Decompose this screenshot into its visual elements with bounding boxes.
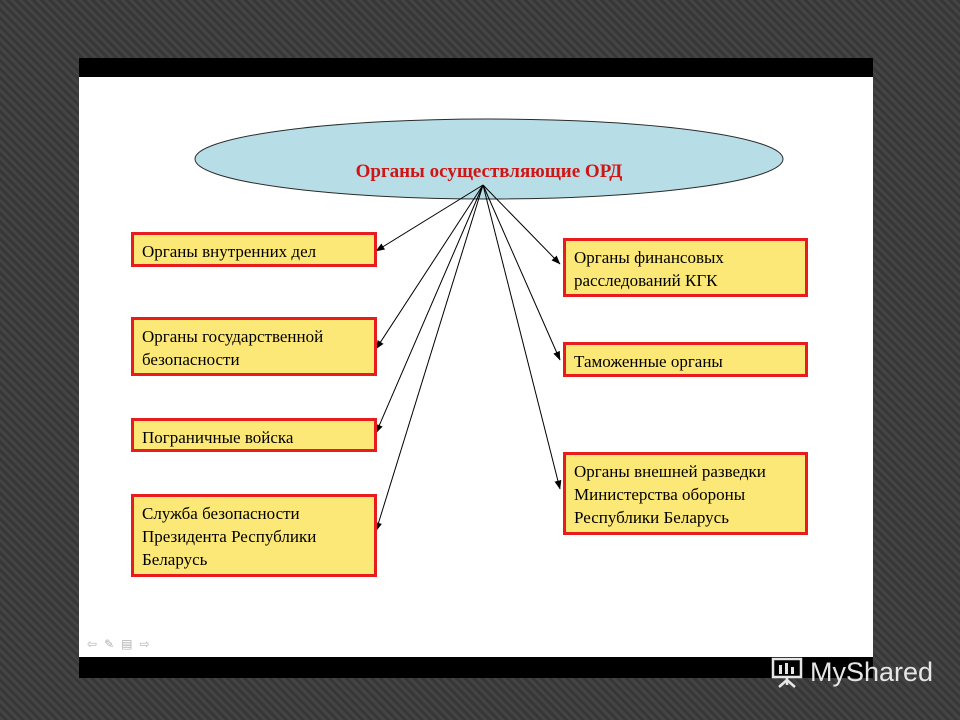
box-internal-affairs: Органы внутренних дел — [131, 232, 377, 267]
box-financial-investigations: Органы финансовых расследований КГК — [563, 238, 808, 297]
forward-arrow-icon[interactable]: ⇨ — [139, 637, 150, 651]
box-border-troops: Пограничные войска — [131, 418, 377, 452]
box-state-security: Органы государственной безопасности — [131, 317, 377, 376]
box-foreign-intelligence: Органы внешней разведки Министерства обороны Республики Беларусь — [563, 452, 808, 535]
arrow-to-customs — [483, 185, 560, 360]
box-presidential-security: Служба безопасности Президента Республики Беларусь — [131, 494, 377, 577]
menu-icon[interactable]: ▤ — [121, 637, 133, 651]
back-arrow-icon[interactable]: ⇦ — [87, 637, 98, 651]
watermark-text: MyShared — [810, 656, 934, 687]
presentation-board-icon — [770, 656, 804, 688]
arrow-to-foreign-intelligence — [483, 185, 560, 489]
slide — [79, 77, 873, 657]
pen-icon[interactable]: ✎ — [104, 637, 115, 651]
arrow-to-presidential-security — [376, 185, 483, 531]
slide-frame — [79, 58, 873, 678]
box-customs: Таможенные органы — [563, 342, 808, 377]
arrow-to-border-troops — [376, 185, 483, 433]
slide-navigation — [87, 637, 150, 652]
watermark — [770, 656, 933, 688]
arrow-to-state-security — [376, 185, 483, 349]
diagram-title: Органы осуществляющие ОРД — [355, 161, 623, 182]
